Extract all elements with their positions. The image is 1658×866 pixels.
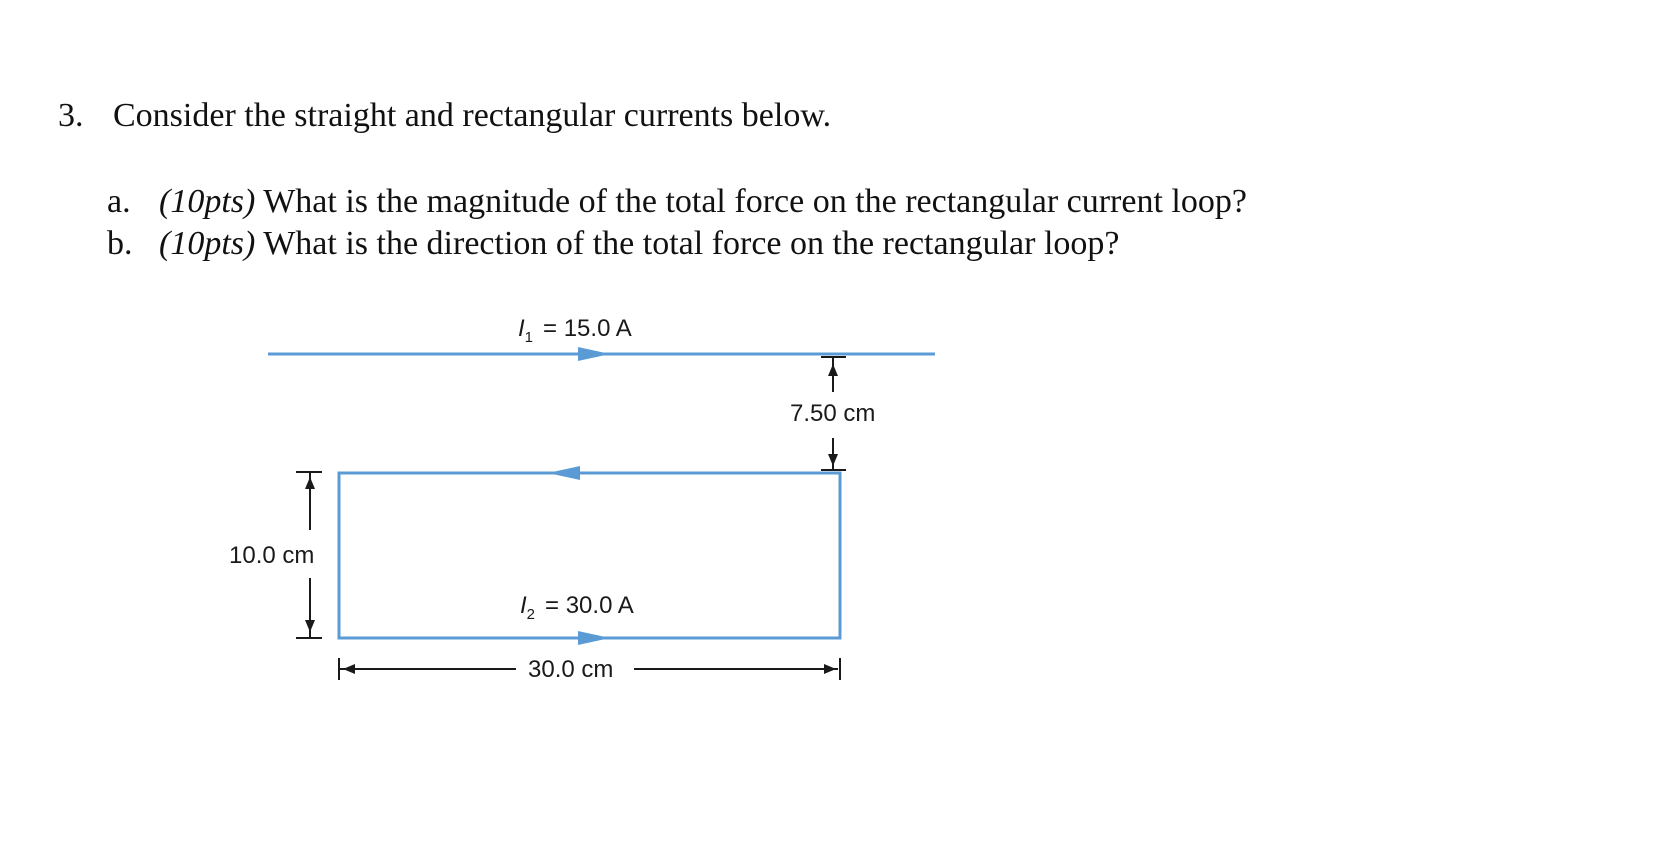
current-1-subscript: 1 xyxy=(524,329,534,346)
width-left-arrow xyxy=(343,664,355,674)
sub-question-a-points: (10pts) xyxy=(159,183,256,220)
loop-width-label: 30.0 cm xyxy=(528,656,614,683)
sub-question-b-text: What is the direction of the total force on the rectangular loop? xyxy=(263,225,1120,262)
current-1-value: = 15.0 A xyxy=(543,315,632,342)
separation-label: 7.50 cm xyxy=(790,400,876,427)
straight-wire-current-arrow xyxy=(578,347,610,361)
current-1-label xyxy=(518,315,632,346)
current-2-symbol: I xyxy=(520,592,527,619)
height-down-arrow xyxy=(305,620,315,632)
question-number: 3. xyxy=(58,97,84,134)
sub-question-b-points: (10pts) xyxy=(159,225,256,262)
sub-question-a-text: What is the magnitude of the total force on the rectangular current loop? xyxy=(263,183,1247,220)
width-right-arrow xyxy=(824,664,836,674)
loop-bottom-current-arrow xyxy=(578,631,610,645)
question-text: Consider the straight and rectangular currents below. xyxy=(113,97,832,134)
loop-height-label: 10.0 cm xyxy=(229,542,315,569)
current-2-subscript: 2 xyxy=(526,606,536,623)
current-1-symbol: I xyxy=(518,315,525,342)
sub-question-b-letter: b. xyxy=(107,225,133,262)
current-2-value: = 30.0 A xyxy=(545,592,634,619)
height-up-arrow xyxy=(305,477,315,489)
current-2-label xyxy=(520,592,634,623)
separation-down-arrow xyxy=(828,454,838,466)
sub-question-a-letter: a. xyxy=(107,183,131,220)
separation-up-arrow xyxy=(828,364,838,376)
loop-top-current-arrow xyxy=(548,466,580,480)
